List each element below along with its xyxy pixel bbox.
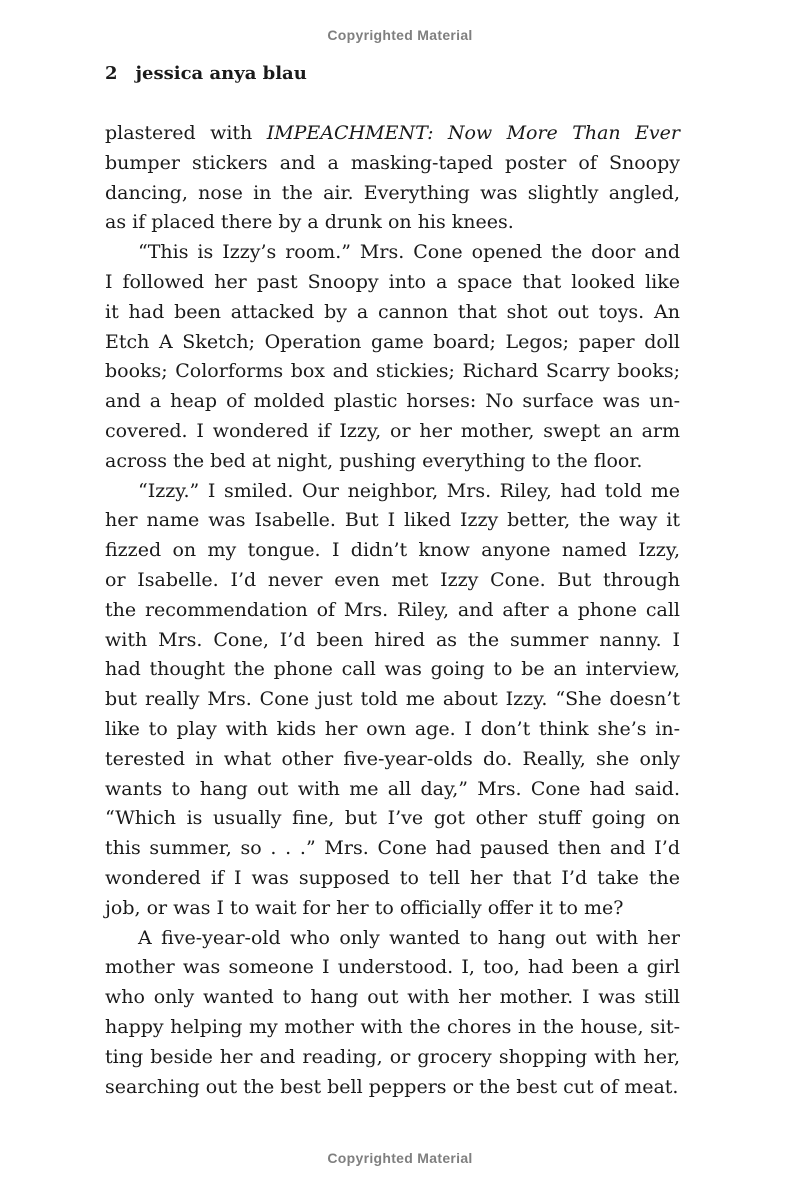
text-line: [105, 387, 680, 417]
text-segment: A five-year-old who only wanted to hang out with her: [138, 926, 680, 949]
text-segment: this summer, so . . .” Mrs. Cone had paused then and I’d: [105, 837, 680, 860]
text-line: [105, 477, 680, 507]
text-line: [105, 685, 680, 715]
text-line: [105, 626, 680, 656]
text-line: [105, 447, 680, 477]
text-segment: dancing, nose in the air. Everything was slightly angled,: [105, 181, 680, 204]
text-line: [105, 745, 680, 775]
text-line: [105, 357, 680, 387]
text-line: [105, 775, 680, 805]
text-line: [105, 417, 680, 447]
running-header-author: jessica anya blau: [135, 63, 307, 84]
text-segment: the recommendation of Mrs. Riley, and after a phone call: [105, 598, 680, 621]
text-segment: terested in what other five-year-olds do. Really, she only: [105, 747, 680, 770]
text-line: [105, 655, 680, 685]
text-segment: plastered with: [105, 122, 267, 144]
text-line: [105, 1043, 680, 1073]
text-segment: bumper stickers and a masking-taped poster of Snoopy: [105, 151, 680, 174]
text-line: [105, 119, 680, 149]
text-line: [105, 536, 680, 566]
text-line: [105, 506, 680, 536]
text-line: [105, 715, 680, 745]
text-segment: like to play with kids her own age. I don’t think she’s in-: [105, 717, 680, 740]
text-segment: across the bed at night, pushing everything to the floor.: [105, 449, 643, 472]
text-segment: but really Mrs. Cone just told me about Izzy. “She doesn’t: [105, 688, 680, 711]
text-line: [105, 894, 680, 924]
text-segment: her name was Isabelle. But I liked Izzy better, the way it: [105, 509, 680, 532]
text-line: [105, 983, 680, 1013]
text-line: [105, 179, 680, 209]
text-segment: searching out the best bell peppers or the best cut of meat.: [105, 1075, 679, 1098]
text-segment: who only wanted to hang out with her mother. I was still: [105, 986, 680, 1009]
text-segment: wants to hang out with me all day,” Mrs. Cone had said.: [105, 777, 680, 800]
text-segment: “This is Izzy’s room.” Mrs. Cone opened the door and: [138, 241, 680, 264]
text-segment: “Which is usually fine, but I’ve got other stuff going on: [105, 807, 680, 830]
text-line: [105, 328, 680, 358]
running-header: [105, 63, 680, 84]
text-line: [105, 834, 680, 864]
copyright-notice-top: Copyrighted Material: [327, 27, 473, 43]
text-segment: fizzed on my tongue. I didn’t know anyone named Izzy,: [105, 539, 680, 562]
text-line: [105, 208, 680, 238]
text-line: [105, 596, 680, 626]
text-line: [105, 924, 680, 954]
text-segment: covered. I wondered if Izzy, or her mother, swept an arm: [105, 419, 680, 442]
text-segment: Etch A Sketch; Operation game board; Legos; paper doll: [105, 330, 680, 353]
copyright-notice-bottom: Copyrighted Material: [327, 1150, 473, 1166]
text-segment: books; Colorforms box and stickies; Richard Scarry books;: [105, 360, 680, 383]
text-segment: and a heap of molded plastic horses: No surface was un-: [105, 390, 680, 413]
text-segment: had thought the phone call was going to be an interview,: [105, 658, 680, 681]
text-line: [105, 864, 680, 894]
page-number: 2: [105, 63, 118, 84]
text-line: [105, 566, 680, 596]
text-line: [105, 268, 680, 298]
text-segment: as if placed there by a drunk on his knees.: [105, 211, 514, 234]
text-segment: or Isabelle. I’d never even met Izzy Cone. But through: [105, 568, 680, 591]
text-segment: I followed her past Snoopy into a space that looked like: [105, 270, 680, 293]
text-line: [105, 238, 680, 268]
text-segment: with Mrs. Cone, I’d been hired as the summer nanny. I: [105, 628, 680, 651]
text-line: [105, 1073, 680, 1103]
text-segment: it had been attacked by a cannon that shot out toys. An: [105, 300, 680, 323]
text-segment: ting beside her and reading, or grocery shopping with her,: [105, 1045, 680, 1068]
text-line: [105, 804, 680, 834]
text-segment: happy helping my mother with the chores in the house, sit-: [105, 1015, 680, 1038]
text-line: [105, 149, 680, 179]
text-segment: job, or was I to wait for her to officially offer it to me?: [105, 896, 624, 919]
text-segment: mother was someone I understood. I, too, had been a girl: [105, 956, 680, 979]
text-line: [105, 953, 680, 983]
text-segment: “Izzy.” I smiled. Our neighbor, Mrs. Riley, had told me: [138, 479, 680, 502]
text-line: [105, 298, 680, 328]
text-line: [105, 1013, 680, 1043]
body-text: [105, 119, 680, 1102]
italic-text: IMPEACHMENT: Now More Than Ever: [266, 122, 680, 144]
text-segment: wondered if I was supposed to tell her that I’d take the: [105, 866, 680, 889]
